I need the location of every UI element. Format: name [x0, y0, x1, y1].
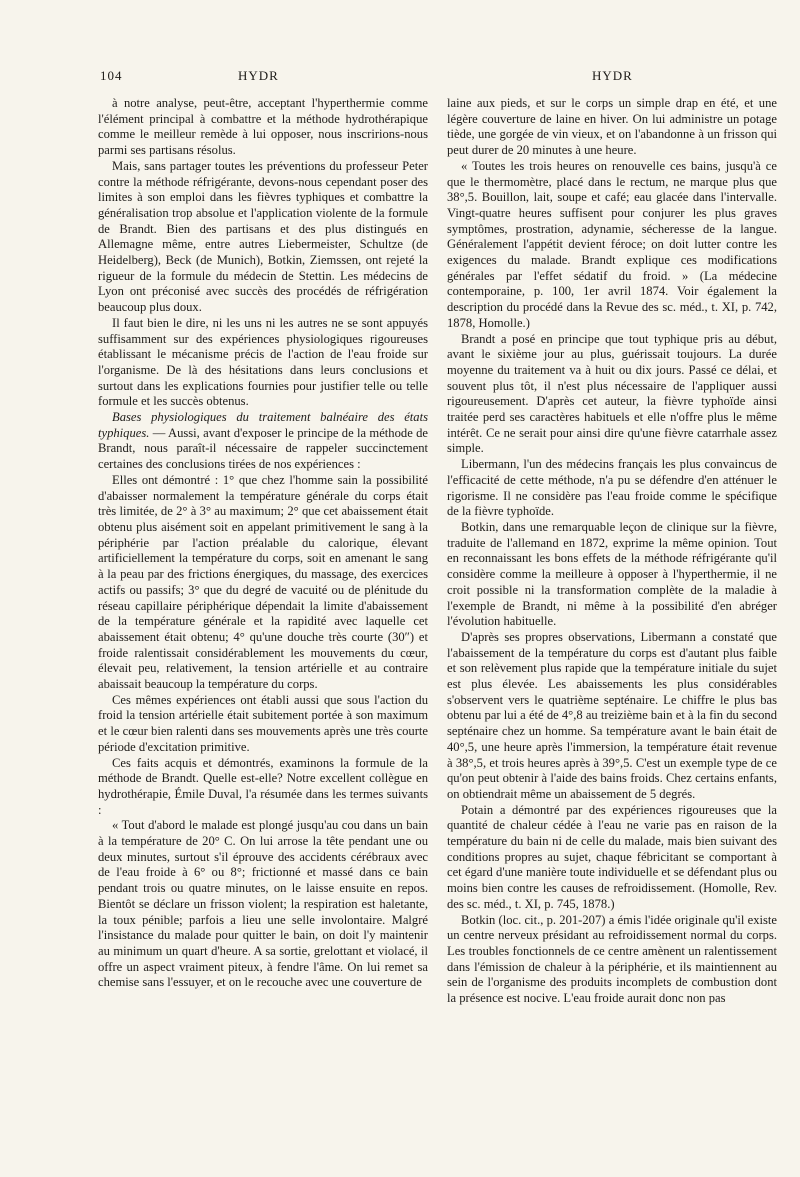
paragraph: « Toutes les trois heures on renouvelle ces bains, jusqu'à ce que le thermomètre, placé dans le rectum, ne marque plus que 38°,5. Bouillon, lait, soupe et café; eau glacée dans l'intervalle. Vingt-quatre heures suffisent pour conjurer les plus graves symptômes, prostration, adynamie, sécheresse de la langue. Généralement l'appétit devient féroce; on doit lutter contre les exigences du malade. Brandt explique ces modifications générales par l'effet sédatif du froid. » (La médecine contemporaine, p. 100, 1er avril 1874. Voir également la description du procédé dans la Revue des sc. méd., t. XI, p. 742, 1878, Homolle.) — [447, 158, 777, 330]
paragraph: Ces mêmes expériences ont établi aussi que sous l'action du froid la tension artérielle était subitement portée à son maximum et le cœur bien ralenti dans ses mouvements après une très courte période d'excitation primitive. — [98, 692, 428, 754]
right-column — [447, 96, 777, 1007]
paragraph: Il faut bien le dire, ni les uns ni les autres ne se sont appuyés suffisamment sur des expériences physiologiques rigoureuses établissant le mécanisme précis de l'action de l'eau froide sur l'organisme. De là des hésitations dans leurs conclusions et surtout dans les explications fournies pour justifier telle ou telle formule et les succès obtenus. — [98, 315, 428, 409]
paragraph: Elles ont démontré : 1° que chez l'homme sain la possibilité d'abaisser normalement la température générale du corps était très limitée, de 2° à 3° au maximum; 2° que cet abaissement était obtenu plus aisément soit en appelant primitivement le sang à la périphérie par l'action préalable du calorique, élevant artificiellement la température du corps, soit en amenant le sang à la peau par des frictions énergiques, du massage, des exercices actifs ou passifs; 3° que du degré de vacuité ou de plénitude du réseau capillaire périphérique dépendait la limite d'abaissement de la température générale et la rapidité avec laquelle cet abaissement était obtenu; 4° qu'une douche très courte (30″) et froide ralentissait considérablement les mouvements du cœur, élevait peu, relativement, la tension artérielle et au contraire abaissait beaucoup la température du corps. — [98, 472, 428, 692]
paragraph: Botkin, dans une remarquable leçon de clinique sur la fièvre, traduite de l'allemand en 1872, exprime la même opinion. Tout en reconnaissant les bons effets de la méthode réfrigérante qu'il considère comme la meilleure à opposer à l'hyperthermie, il ne croit possible ni la transformation complète de la maladie à l'exemple de Brandt, ni même à la possibilité d'en abréger l'évolution habituelle. — [447, 519, 777, 629]
left-column — [98, 96, 428, 991]
page-number: 104 — [100, 68, 123, 83]
running-head — [0, 68, 800, 88]
paragraph: Bases physiologiques du traitement balnéaire des états typhiques. — Aussi, avant d'exposer le principe de la méthode de Brandt, nous paraît-il nécessaire de rappeler succinctement certaines des conclusions tirées de nos expériences : — [98, 410, 428, 472]
paragraph: Ces faits acquis et démontrés, examinons la formule de la méthode de Brandt. Quelle est-elle? Notre excellent collègue en hydrothérapie, Émile Duval, l'a résumée dans les termes suivants : — [98, 755, 428, 817]
paragraph: Potain a démontré par des expériences rigoureuses que la quantité de chaleur cédée à l'eau ne varie pas en raison de la température du bain ni de celle du malade, mais bien suivant des conditions propres au sujet, chaque fébricitant se comportant à cet égard d'une manière toute individuelle et se défendant plus ou moins bien contre les causes de refroidissement. (Homolle, Rev. des sc. méd., t. XI, p. 745, 1878.) — [447, 802, 777, 911]
paragraph: à notre analyse, peut-être, acceptant l'hyperthermie comme l'élément principal à combattre et la méthode hydrothérapique comme le meilleur remède à lui opposer, nous inscririons-nous parmi ses partisans résolus. — [98, 96, 428, 158]
paragraph: Brandt a posé en principe que tout typhique pris au début, avant le sixième jour au plus, guérissait toujours. La durée moyenne du traitement va à huit ou dix jours. Passé ce délai, et souvent plus tôt, il n'est plus nécessaire de l'appliquer aussi rigoureusement. D'après cet auteur, la fièvre typhoïde ainsi traitée perd ses caractères habituels et elle n'offre plus le même intérêt. Ce ne serait pour ainsi dire qu'une fièvre catarrhale assez simple. — [447, 331, 777, 456]
paragraph: « Tout d'abord le malade est plongé jusqu'au cou dans un bain à la température de 20° C. On lui arrose la tête pendant une ou deux minutes, surtout s'il éprouve des accidents cérébraux avec de l'eau froide à 6° ou 8°; frictionné et massé dans ce bain pendant trois ou quatre minutes, on le laisse ensuite en repos. Bientôt se déclare un frisson violent; la respiration est haletante, la toux pénible; parfois a lieu une selle involontaire. Malgré l'insistance du malade pour quitter le bain, on doit l'y maintenir au minimum un quart d'heure. A sa sortie, grelottant et violacé, il offre un aspect vraiment piteux, à fendre l'âme. On lui remet sa chemise sans l'essuyer, et on le recouche avec une couverture de — [98, 818, 428, 990]
paragraph: Mais, sans partager toutes les préventions du professeur Peter contre la méthode réfrigérante, devons-nous cependant poser des limites à son emploi dans les fièvres typhiques et combattre la généralisation trop absolue et l'application violente de la formule de Brandt. Bien des partisans et des plus distingués en Allemagne même, entre autres Liebermeister, Schultze (de Heidelberg), Beck (de Munich), Botkin, Ziemssen, ont rejeté la rigueur de la formule du médecin de Stettin. Les médecins de Lyon ont préconisé avec succès des procédés de réfrigération beaucoup plus doux. — [98, 158, 428, 315]
running-title-right: HYDR — [592, 68, 633, 83]
paragraph: laine aux pieds, et sur le corps un simple drap en été, et une légère couverture de laine en hiver. On lui administre un potage tiède, une gorgée de vin vieux, et on l'abandonne à un frisson qui peut durer de 20 minutes à une heure. — [447, 96, 777, 158]
running-title-left: HYDR — [238, 68, 279, 83]
paragraph: Botkin (loc. cit., p. 201-207) a émis l'idée originale qu'il existe un centre nerveux présidant au refroidissement normal du corps. Les troubles fonctionnels de ce centre amènent un ralentissement dans l'émission de chaleur à la périphérie, et ils maintiennent au sein de l'organisme des produits incomplets de combustion dont la présence est nocive. L'eau froide aurait donc non pas — [447, 912, 777, 1006]
paragraph: D'après ses propres observations, Libermann a constaté que l'abaissement de la température du corps est d'autant plus faible et son relèvement plus rapide que la température initiale du sujet est plus élevée. Les abaissements les plus considérables s'observent vers le quatrième septénaire. Le chiffre le plus bas obtenu par lui a été de 4°,8 au treizième bain et à la fin du second septénaire chez un homme. Sa température avant le bain était de 40°,5, une heure après l'immersion, la température était revenue à 38°,5, et trois heures après à 39°,5. C'est un exemple type de ce qu'on peut obtenir à l'aide des bains froids. Chez certains enfants, on obtiendrait même un abaissement de 5 degrés. — [447, 629, 777, 801]
paragraph: Libermann, l'un des médecins français les plus convaincus de l'efficacité de cette méthode, n'a pu se défendre d'en atténuer le rigorisme. Il ne considère pas l'eau froide comme le spécifique de la fièvre typhoïde. — [447, 457, 777, 519]
section-heading: Bases physiologiques du traitement balnéaire des états typhiques. — [98, 410, 428, 440]
